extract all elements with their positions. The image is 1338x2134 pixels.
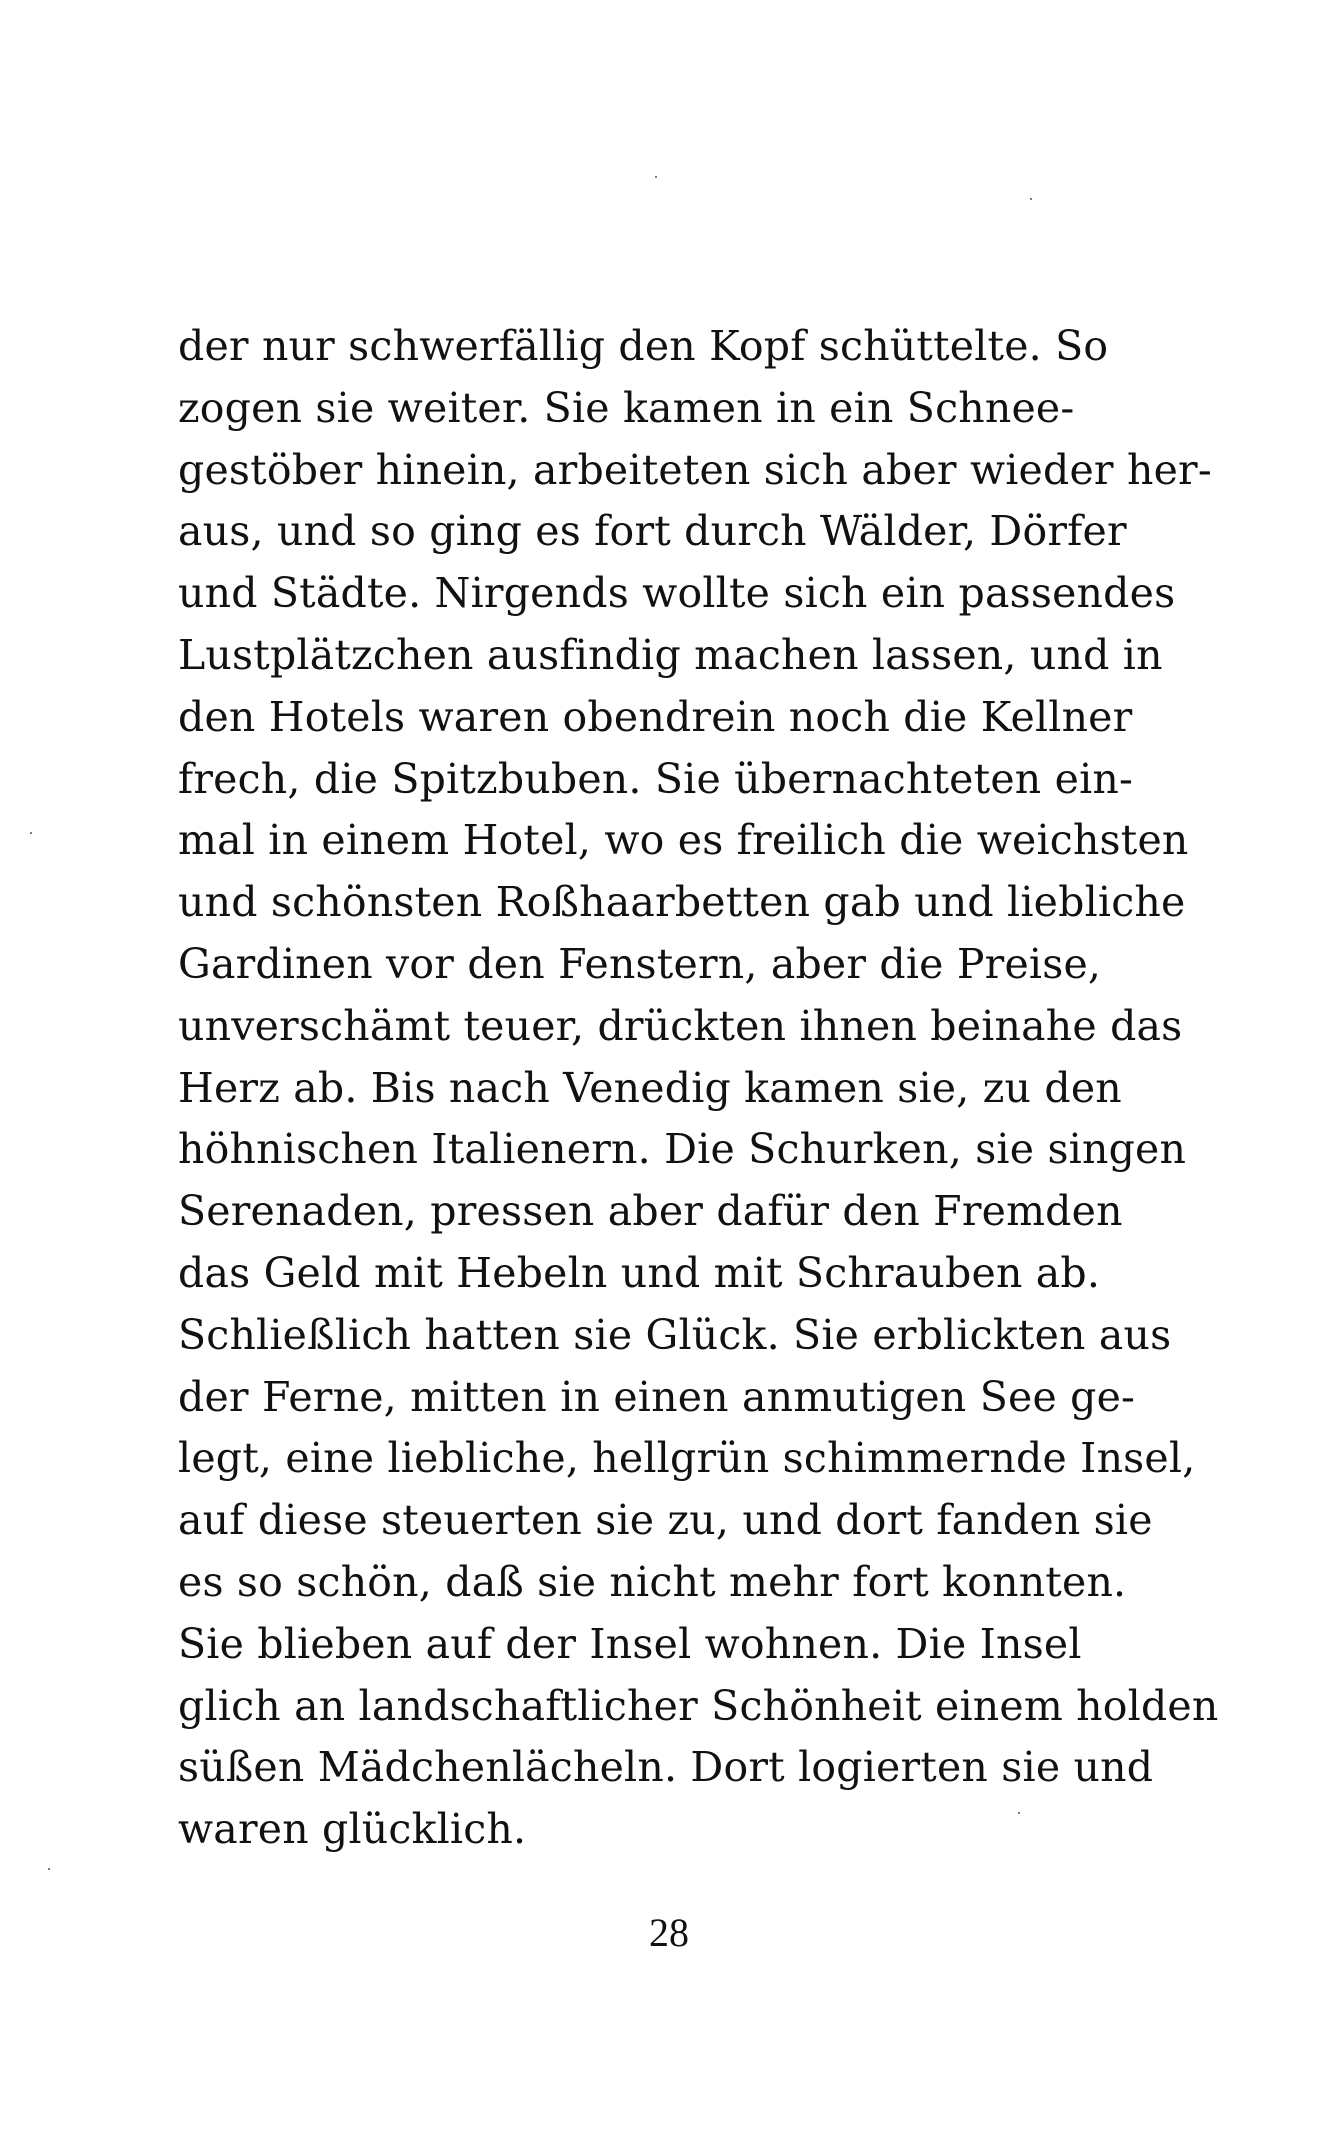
text-line: Gardinen vor den Fenstern, aber die Preise, bbox=[178, 939, 1102, 988]
text-line: und schönsten Roßhaarbetten gab und liebliche bbox=[178, 878, 1186, 927]
paper-speck bbox=[655, 176, 657, 178]
text-line: unverschämt teuer, drückten ihnen beinahe das bbox=[178, 1001, 1183, 1050]
text-line: der Ferne, mitten in einen anmutigen See ge- bbox=[178, 1372, 1136, 1421]
text-line: frech, die Spitzbuben. Sie übernachteten ein- bbox=[178, 754, 1134, 803]
text-line: zogen sie weiter. Sie kamen in ein Schnee- bbox=[178, 383, 1075, 432]
text-line: es so schön, daß sie nicht mehr fort konnten. bbox=[178, 1557, 1127, 1606]
text-line: legt, eine liebliche, hellgrün schimmernde Insel, bbox=[178, 1434, 1196, 1483]
body-text bbox=[178, 316, 1219, 1861]
paper-speck bbox=[30, 832, 32, 834]
text-line: Lustplätzchen ausfindig machen lassen, und in bbox=[178, 630, 1163, 679]
text-line: glich an landschaftlicher Schönheit einem holden bbox=[178, 1681, 1219, 1730]
paper-speck bbox=[1018, 1812, 1020, 1814]
page-number: 28 bbox=[649, 1910, 689, 1955]
text-line: gestöber hinein, arbeiteten sich aber wieder her- bbox=[178, 445, 1212, 494]
text-line-last: waren glücklich. bbox=[178, 1805, 527, 1854]
text-line: Sie blieben auf der Insel wohnen. Die Insel bbox=[178, 1619, 1082, 1668]
text-line: das Geld mit Hebeln und mit Schrauben ab. bbox=[178, 1248, 1101, 1297]
text-line: aus, und so ging es fort durch Wälder, Dörfer bbox=[178, 507, 1127, 556]
text-line: höhnischen Italienern. Die Schurken, sie singen bbox=[178, 1125, 1187, 1174]
text-line: Schließlich hatten sie Glück. Sie erblickten aus bbox=[178, 1310, 1172, 1359]
paper-speck bbox=[48, 1868, 50, 1870]
text-line: den Hotels waren obendrein noch die Kellner bbox=[178, 692, 1133, 741]
text-line: und Städte. Nirgends wollte sich ein passendes bbox=[178, 569, 1176, 618]
text-line: süßen Mädchenlächeln. Dort logierten sie und bbox=[178, 1743, 1154, 1792]
text-line: auf diese steuerten sie zu, und dort fanden sie bbox=[178, 1496, 1153, 1545]
text-line: Herz ab. Bis nach Venedig kamen sie, zu den bbox=[178, 1063, 1122, 1112]
text-line: der nur schwerfällig den Kopf schüttelte. So bbox=[178, 322, 1109, 370]
text-line: mal in einem Hotel, wo es freilich die weichsten bbox=[178, 816, 1189, 865]
paper-speck bbox=[1030, 198, 1032, 200]
text-line: Serenaden, pressen aber dafür den Fremden bbox=[178, 1187, 1123, 1236]
